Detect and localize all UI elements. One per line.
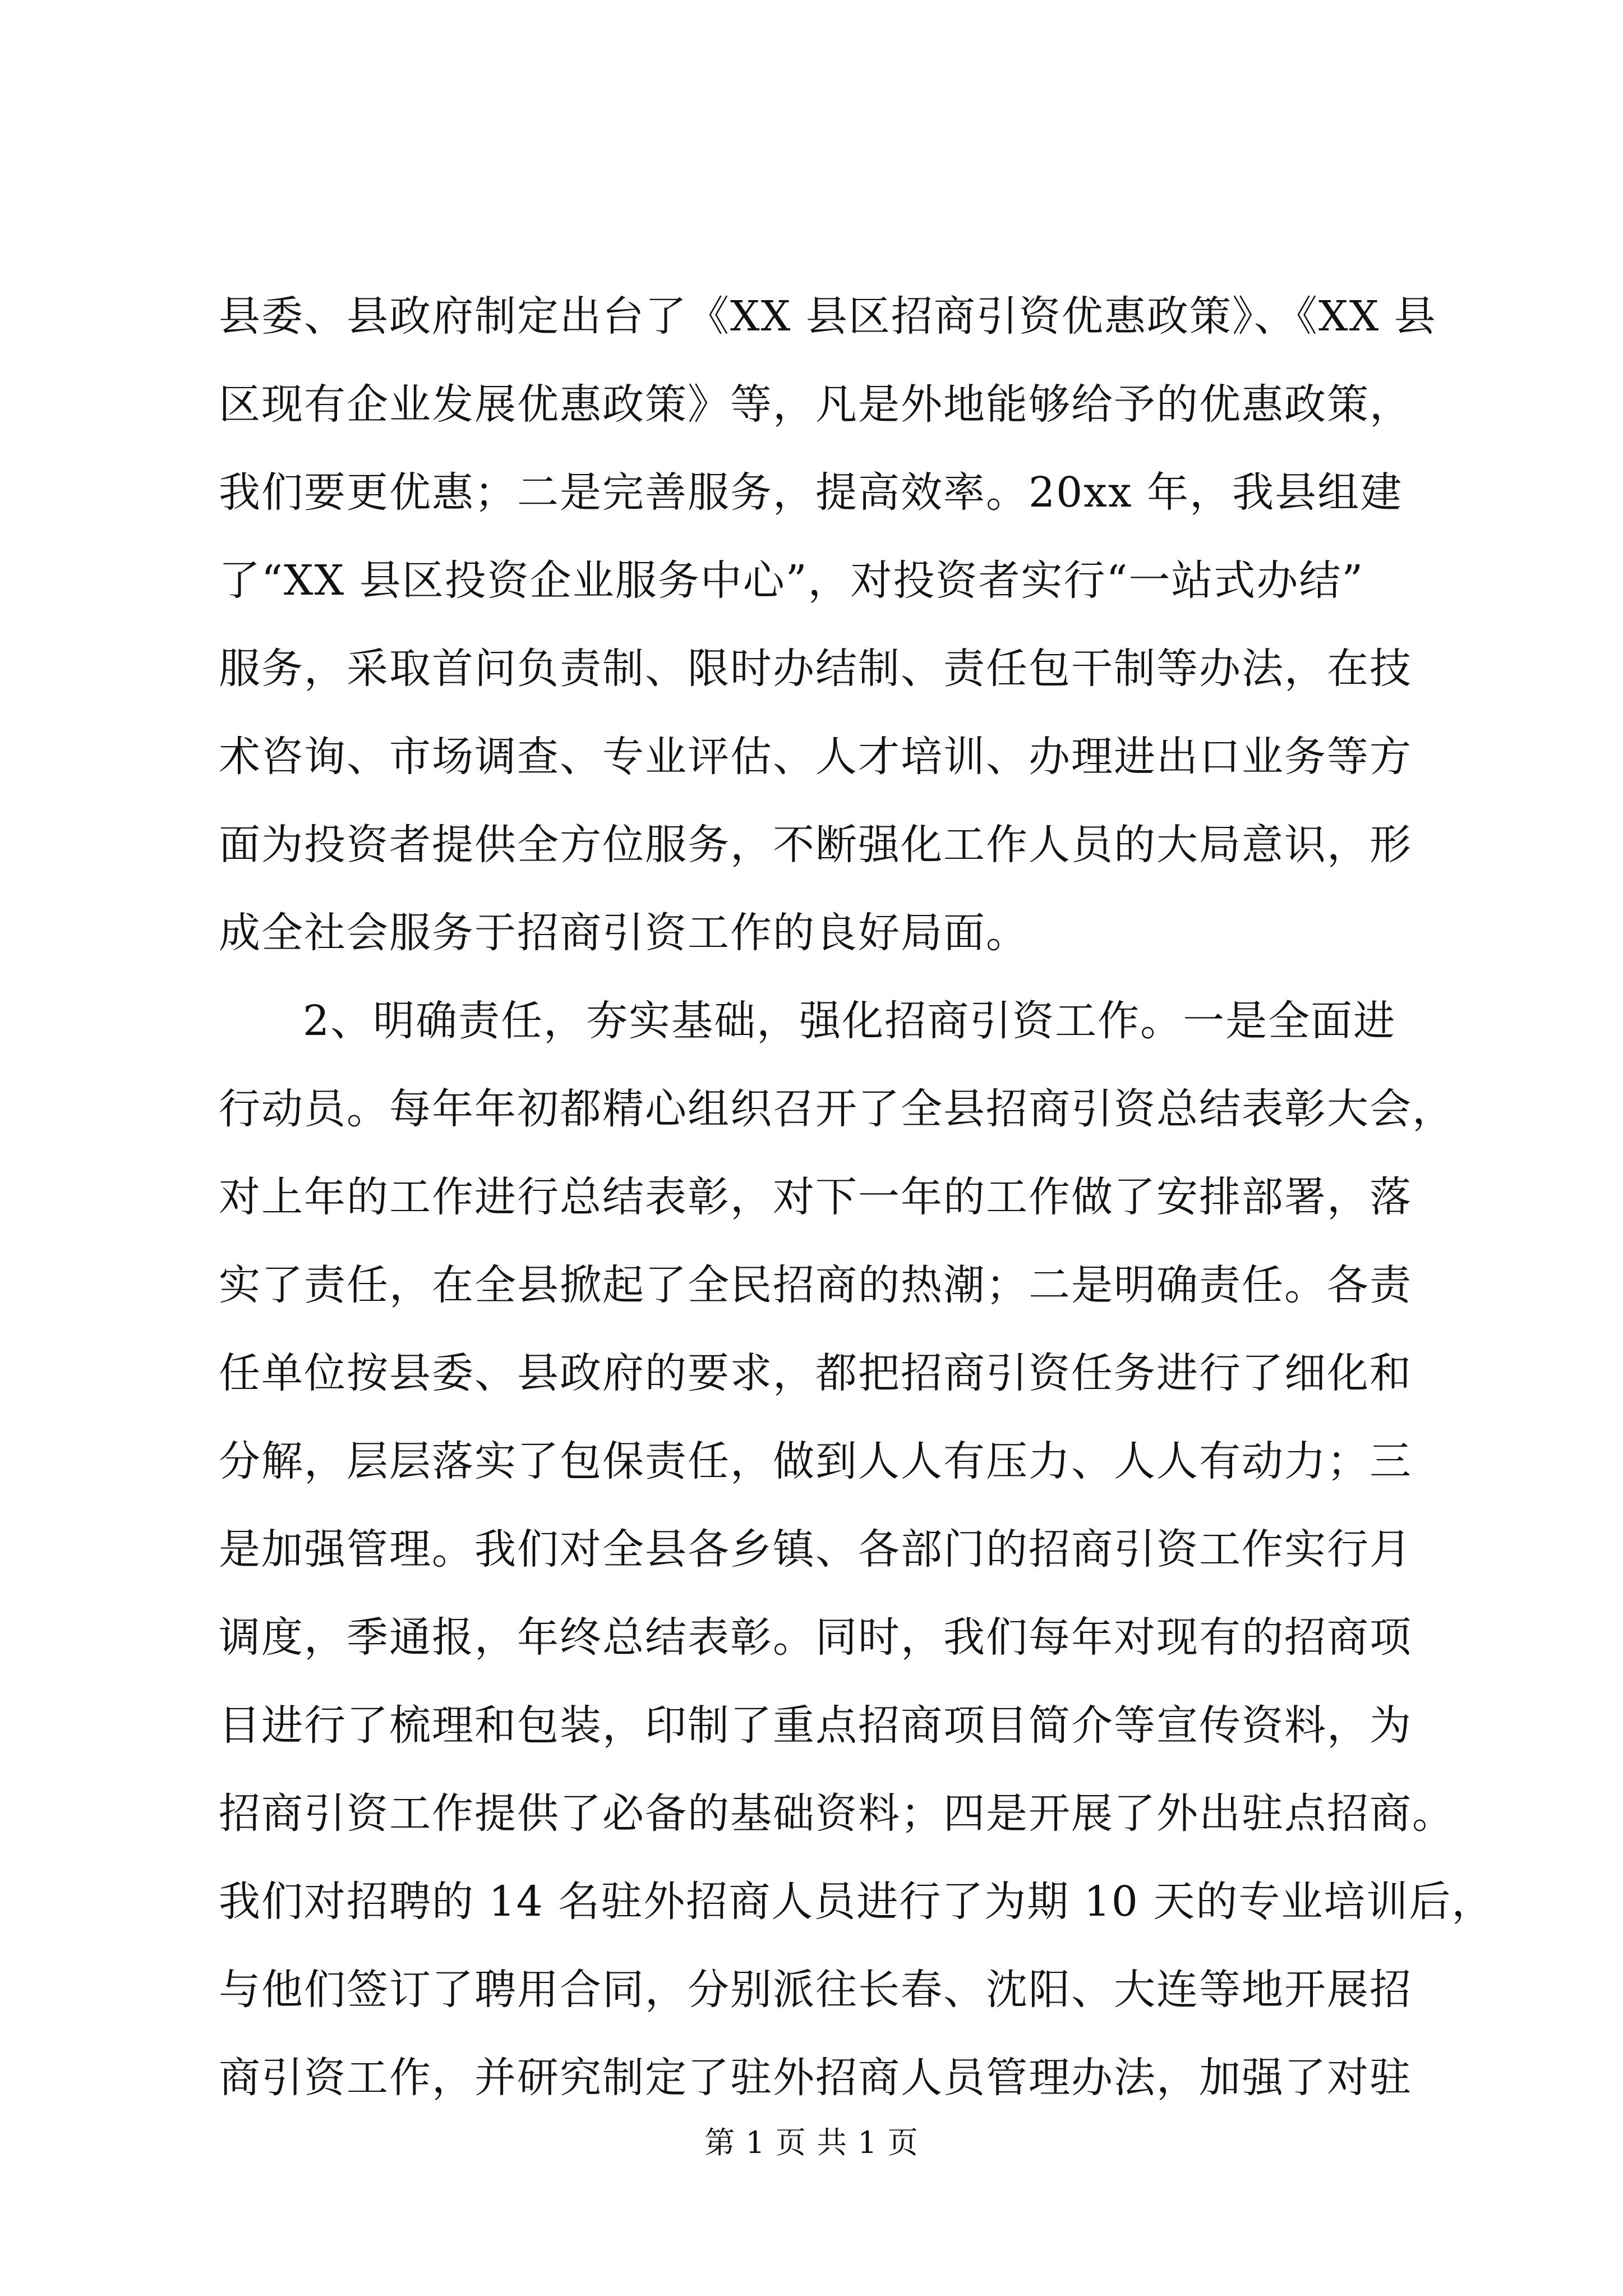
page-number-label: 第 1 页 共 1 页	[704, 2125, 919, 2160]
text-line-indented: 2、明确责任，夯实基础，强化招商引资工作。一是全面进	[303, 997, 1396, 1045]
text-line: 区现有企业发展优惠政策》等，凡是外地能够给予的优惠政策，	[219, 380, 1412, 429]
text-line: 与他们签订了聘用合同，分别派往长春、沈阳、大连等地开展招	[219, 1966, 1412, 2014]
text-line: 是加强管理。我们对全县各乡镇、各部门的招商引资工作实行月	[219, 1525, 1412, 1573]
text-line: 我们要更优惠；二是完善服务，提高效率。20xx 年，我县组建	[219, 468, 1403, 517]
text-line: 实了责任，在全县掀起了全民招商的热潮；二是明确责任。各责	[219, 1261, 1412, 1309]
document-body	[219, 273, 1495, 2122]
text-line: 成全社会服务于招商引资工作的良好局面。	[219, 909, 1029, 957]
text-line: 商引资工作，并研究制定了驻外招商人员管理办法，加强了对驻	[219, 2054, 1412, 2102]
text-line: 任单位按县委、县政府的要求，都把招商引资任务进行了细化和	[219, 1349, 1412, 1397]
text-line: 对上年的工作进行总结表彰，对下一年的工作做了安排部署，落	[219, 1173, 1412, 1221]
text-line: 目进行了梳理和包装，印制了重点招商项目简介等宣传资料，为	[219, 1701, 1412, 1750]
text-line: 县委、县政府制定出台了《XX 县区招商引资优惠政策》、《XX 县	[219, 292, 1437, 341]
text-line: 面为投资者提供全方位服务，不断强化工作人员的大局意识，形	[219, 821, 1412, 869]
text-line: 调度，季通报，年终总结表彰。同时，我们每年对现有的招商项	[219, 1613, 1412, 1662]
text-line: 服务，采取首问负责制、限时办结制、责任包干制等办法，在技	[219, 645, 1412, 693]
page-footer	[0, 2120, 1623, 2165]
text-line: 行动员。每年年初都精心组织召开了全县招商引资总结表彰大会，	[219, 1085, 1455, 1133]
paragraph-1	[219, 273, 1437, 977]
text-line: 分解，层层落实了包保责任，做到人人有压力、人人有动力；三	[219, 1437, 1412, 1485]
text-line: 招商引资工作提供了必备的基础资料；四是开展了外出驻点招商。	[219, 1789, 1455, 1838]
text-line: 术咨询、市场调查、专业评估、人才培训、办理进出口业务等方	[219, 733, 1412, 781]
paragraph-2	[219, 977, 1495, 2122]
text-line: 我们对招聘的 14 名驻外招商人员进行了为期 10 天的专业培训后，	[219, 1878, 1495, 1926]
text-line: 了“XX 县区投资企业服务中心”，对投资者实行“一站式办结”	[219, 556, 1364, 605]
